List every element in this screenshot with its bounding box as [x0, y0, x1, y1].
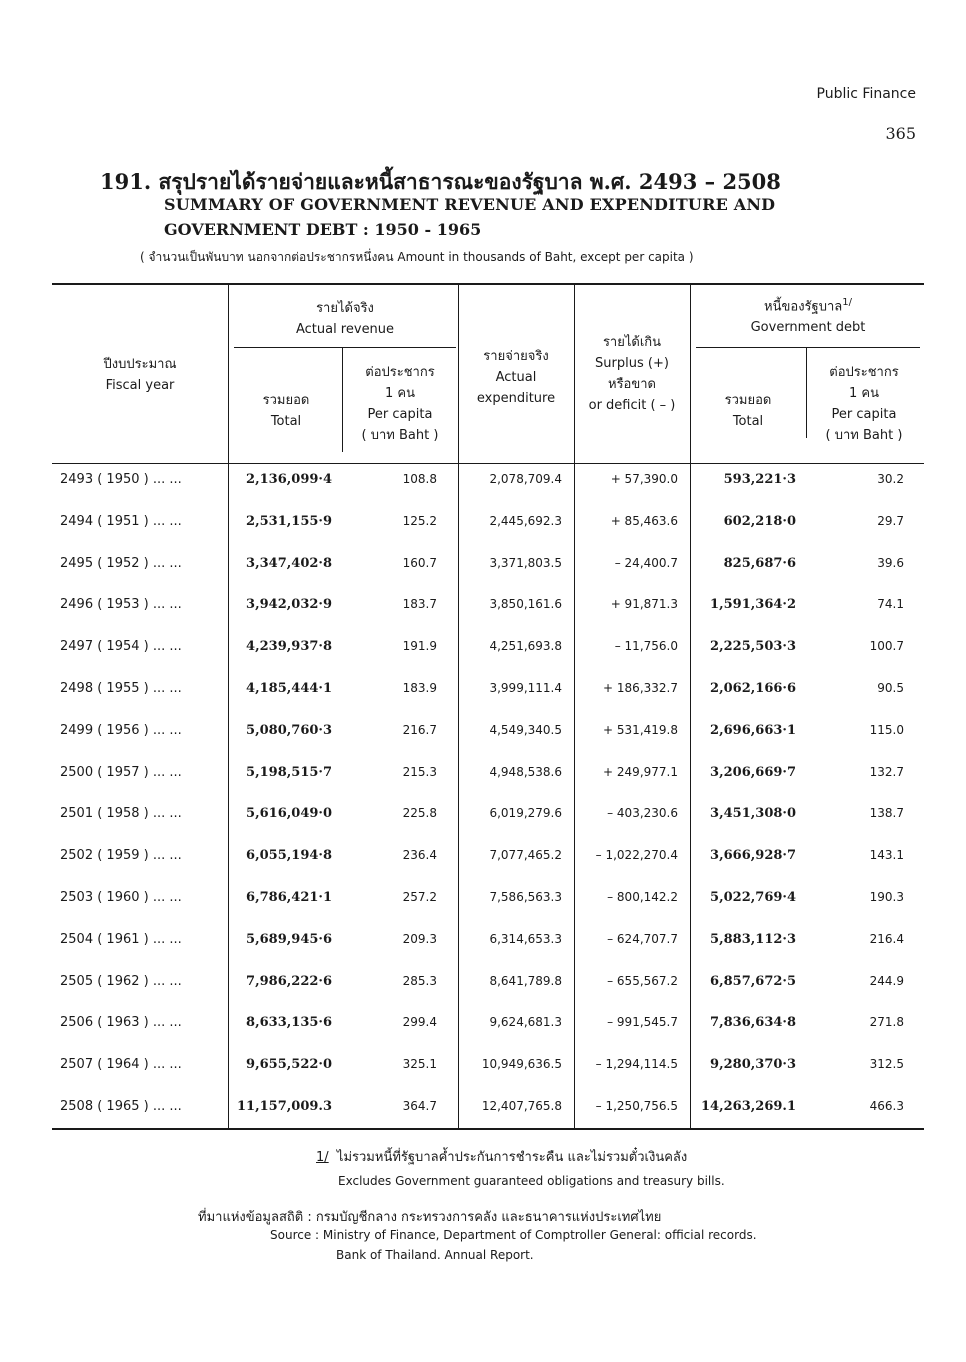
revenue-total-cell: 5,689,945·6: [246, 931, 332, 947]
revenue-total-cell: 3,942,032·9: [246, 597, 332, 613]
surplus-deficit-cell: + 531,419.8: [603, 722, 678, 737]
deficit-header-thai: หรือขาด: [608, 377, 656, 392]
debt-total-cell: 1,591,364·2: [710, 597, 796, 613]
debt-total-cell: 2,062,166·6: [710, 681, 796, 696]
fiscal-year-cell: 2508 ( 1965 ) ... ...: [60, 1099, 182, 1114]
expenditure-cell: 12,407,765.8: [481, 1099, 562, 1113]
debt-per-capita-cell: 244.9: [869, 973, 904, 988]
fiscal-year-cell: 2493 ( 1950 ) ... ...: [60, 472, 182, 487]
fiscal-year-cell: 2495 ( 1952 ) ... ...: [60, 555, 182, 571]
debt-per-capita-cell: 115.0: [869, 722, 904, 737]
debt-header: [696, 292, 920, 338]
debt-per-capita-cell: 90.5: [877, 681, 904, 695]
fiscal-year-cell: 2496 ( 1953 ) ... ...: [60, 597, 182, 613]
revenue-per-capita-cell: 191.9: [402, 639, 437, 654]
debt-per-capita-cell: 312.5: [869, 1057, 904, 1072]
table-title-english-line1: SUMMARY OF GOVERNMENT REVENUE AND EXPENDITURE AND: [164, 195, 776, 214]
revenue-header-english: Actual revenue: [295, 322, 395, 337]
surplus-header-thai: รายได้เกิน: [602, 335, 662, 350]
fiscal-year-cell: 2507 ( 1964 ) ... ...: [60, 1057, 182, 1073]
revenue-per-capita-cell: 236.4: [402, 848, 437, 863]
debt-header-english: Government debt: [750, 320, 866, 336]
revenue-per-capita-cell: 209.3: [402, 931, 437, 946]
revenue-header: [234, 298, 456, 340]
surplus-deficit-cell: – 403,230.6: [607, 806, 678, 821]
revenue-total-cell: 6,786,421·1: [246, 890, 332, 905]
column-divider: [806, 348, 807, 438]
fiscal-year-cell: 2503 ( 1960 ) ... ...: [60, 890, 182, 905]
revenue-per-capita-cell: 325.1: [402, 1057, 437, 1072]
expenditure-cell: 2,445,692.3: [489, 513, 562, 528]
surplus-deficit-cell: – 1,250,756.5: [595, 1099, 678, 1113]
surplus-deficit-cell: – 800,142.2: [607, 890, 678, 904]
source-english-line2: Bank of Thailand. Annual Report.: [336, 1248, 534, 1262]
revenue-per-capita-cell: 225.8: [402, 806, 437, 821]
revenue-total-cell: 4,185,444·1: [246, 681, 332, 696]
fiscal-year-cell: 2500 ( 1957 ) ... ...: [60, 764, 182, 780]
expenditure-cell: 4,948,538.6: [489, 764, 562, 779]
revenue-per-capita-cell: 364.7: [402, 1099, 437, 1113]
fiscal-year-cell: 2498 ( 1955 ) ... ...: [60, 681, 182, 696]
expenditure-cell: 2,078,709.4: [489, 472, 562, 486]
revenue-total-cell: 2,531,155·9: [246, 513, 332, 529]
debt-per-capita-cell: 29.7: [877, 513, 904, 528]
revenue-total-cell: 9,655,522·0: [246, 1057, 332, 1073]
debt-total-cell: 3,451,308·0: [710, 806, 796, 822]
debt-per-capita-cell: 216.4: [869, 931, 904, 946]
page-number: 365: [885, 124, 916, 143]
table-title-thai: 191. สรุปรายได้รายจ่ายและหนี้สาธารณะของรัฐบาล พ.ศ. 2493 – 2508: [100, 169, 781, 194]
debt-total-cell: 593,221·3: [723, 472, 796, 487]
revenue-per-capita-cell: 216.7: [402, 722, 437, 737]
debt-per-capita-cell: 74.1: [877, 597, 904, 612]
debt-per-capita-cell: 271.8: [869, 1015, 904, 1030]
surplus-header-english: Surplus (+): [595, 356, 669, 371]
surplus-deficit-cell: + 85,463.6: [610, 513, 678, 528]
surplus-deficit-cell: – 1,294,114.5: [595, 1057, 678, 1072]
surplus-deficit-cell: + 57,390.0: [610, 472, 678, 486]
debt-per-capita-header-one: 1 คน: [849, 386, 879, 401]
expenditure-cell: 7,077,465.2: [489, 848, 562, 863]
debt-total-cell: 14,263,269.1: [701, 1099, 796, 1114]
source-thai: ที่มาแห่งข้อมูลสถิติ : กรมบัญชีกลาง กระทรวงการคลัง และธนาคารแห่งประเทศไทย: [198, 1210, 662, 1225]
revenue-total-cell: 2,136,099·4: [246, 472, 332, 487]
fiscal-year-cell: 2504 ( 1961 ) ... ...: [60, 931, 182, 947]
footnote-thai: [316, 1146, 687, 1167]
fiscal-year-cell: 2494 ( 1951 ) ... ...: [60, 513, 182, 529]
revenue-per-capita-cell: 183.9: [402, 681, 437, 695]
fiscal-year-cell: 2501 ( 1958 ) ... ...: [60, 806, 182, 822]
revenue-header-thai: รายได้จริง: [316, 301, 374, 316]
fiscal-year-cell: 2499 ( 1956 ) ... ...: [60, 722, 182, 738]
surplus-deficit-cell: + 186,332.7: [603, 681, 678, 695]
debt-per-capita-cell: 190.3: [869, 890, 904, 904]
surplus-deficit-cell: – 24,400.7: [614, 555, 678, 570]
debt-total-cell: 5,883,112·3: [710, 931, 796, 947]
revenue-total-cell: 3,347,402·8: [246, 555, 332, 571]
debt-per-capita-cell: 466.3: [869, 1099, 904, 1113]
surplus-deficit-cell: + 91,871.3: [610, 597, 678, 612]
expenditure-header-english-2: expenditure: [476, 391, 556, 406]
debt-per-capita-cell: 132.7: [869, 764, 904, 779]
revenue-total-cell: 4,239,937·8: [246, 639, 332, 655]
section-label: Public Finance: [816, 86, 916, 102]
surplus-deficit-cell: – 11,756.0: [614, 639, 678, 654]
expenditure-cell: 6,314,653.3: [489, 931, 562, 946]
fiscal-year-cell: 2506 ( 1963 ) ... ...: [60, 1015, 182, 1031]
column-divider: [458, 284, 459, 1129]
table-bottom-rule: [52, 1128, 924, 1130]
expenditure-cell: 3,999,111.4: [489, 681, 562, 695]
fiscal-year-cell: 2497 ( 1954 ) ... ...: [60, 639, 182, 655]
deficit-header-english: or deficit ( – ): [588, 398, 676, 413]
debt-total-cell: 602,218·0: [723, 513, 796, 529]
expenditure-header-english-1: Actual: [495, 370, 537, 385]
revenue-subheader-rule: [234, 347, 456, 348]
column-divider: [342, 348, 343, 452]
revenue-per-capita-cell: 125.2: [402, 513, 437, 528]
expenditure-cell: 7,586,563.3: [489, 890, 562, 904]
revenue-per-capita-cell: 183.7: [402, 597, 437, 612]
debt-total-cell: 9,280,370·3: [710, 1057, 796, 1073]
revenue-total-cell: 6,055,194·8: [246, 848, 332, 864]
per-capita-header-one: 1 คน: [385, 386, 415, 401]
expenditure-cell: 3,850,161.6: [489, 597, 562, 612]
expenditure-cell: 4,549,340.5: [489, 722, 562, 737]
debt-subheader-rule: [696, 347, 920, 348]
debt-per-capita-cell: 100.7: [869, 639, 904, 654]
revenue-per-capita-cell: 257.2: [402, 890, 437, 904]
expenditure-cell: 6,019,279.6: [489, 806, 562, 821]
revenue-per-capita-cell: 108.8: [402, 472, 437, 486]
per-capita-header-thai: ต่อประชากร: [365, 365, 435, 380]
revenue-per-capita-header: [344, 362, 456, 446]
revenue-total-cell: 11,157,009.3: [237, 1099, 332, 1114]
revenue-total-cell: 5,080,760·3: [246, 722, 332, 738]
debt-per-capita-cell: 138.7: [869, 806, 904, 821]
debt-total-cell: 3,206,669·7: [710, 764, 796, 780]
debt-per-capita-header-english: Per capita: [831, 407, 897, 422]
footnote-english: Excludes Government guaranteed obligations and treasury bills.: [338, 1174, 725, 1188]
expenditure-cell: 10,949,636.5: [481, 1057, 562, 1072]
debt-total-cell: 7,836,634·8: [710, 1015, 796, 1031]
expenditure-header-thai: รายจ่ายจริง: [483, 349, 549, 364]
debt-per-capita-cell: 143.1: [869, 848, 904, 863]
table-top-rule: [52, 283, 924, 285]
expenditure-header: [460, 346, 572, 409]
debt-per-capita-header: [808, 362, 920, 446]
debt-total-cell: 2,225,503·3: [710, 639, 796, 655]
surplus-header: [576, 332, 688, 416]
source-english-line1: Source : Ministry of Finance, Department of Comptroller General: official records.: [270, 1228, 757, 1242]
surplus-deficit-cell: – 1,022,270.4: [595, 848, 678, 863]
revenue-per-capita-cell: 160.7: [402, 555, 437, 570]
debt-total-cell: 2,696,663·1: [710, 722, 796, 738]
fiscal-year-header: [60, 354, 220, 396]
fiscal-year-header-english: Fiscal year: [105, 378, 175, 393]
surplus-deficit-cell: – 655,567.2: [607, 973, 678, 988]
header-bottom-rule: [52, 463, 924, 464]
debt-total-cell: 3,666,928·7: [710, 848, 796, 864]
footnote-mark: 1/: [316, 1150, 329, 1165]
column-divider: [574, 284, 575, 1129]
revenue-total-header: [232, 390, 340, 432]
debt-per-capita-header-unit: ( บาท Baht ): [825, 428, 903, 443]
revenue-total-header-english: Total: [270, 414, 302, 429]
expenditure-cell: 9,624,681.3: [489, 1015, 562, 1030]
column-divider: [228, 284, 229, 1129]
revenue-total-cell: 7,986,222·6: [246, 973, 332, 989]
debt-total-header-english: Total: [732, 414, 764, 429]
debt-footnote-mark: 1/: [842, 297, 852, 308]
table-title-english-line2: GOVERNMENT DEBT : 1950 - 1965: [164, 220, 482, 239]
debt-total-header-thai: รวมยอด: [724, 393, 772, 408]
revenue-per-capita-cell: 299.4: [402, 1015, 437, 1030]
debt-per-capita-cell: 39.6: [877, 555, 904, 570]
amount-note: ( จำนวนเป็นพันบาท นอกจากต่อประชากรหนึ่งคน Amount in thousands of Baht, except per capita ): [140, 250, 694, 264]
fiscal-year-cell: 2505 ( 1962 ) ... ...: [60, 973, 182, 989]
surplus-deficit-cell: – 624,707.7: [607, 931, 678, 946]
revenue-total-cell: 5,198,515·7: [246, 764, 332, 780]
debt-total-header: [694, 390, 802, 432]
expenditure-cell: 8,641,789.8: [489, 973, 562, 988]
revenue-per-capita-cell: 215.3: [402, 764, 437, 779]
debt-total-cell: 6,857,672·5: [710, 973, 796, 989]
revenue-total-cell: 8,633,135·6: [246, 1015, 332, 1031]
per-capita-header-unit: ( บาท Baht ): [361, 428, 439, 443]
revenue-total-header-thai: รวมยอด: [262, 393, 310, 408]
fiscal-year-header-thai: ปีงบประมาณ: [103, 357, 177, 372]
surplus-deficit-cell: + 249,977.1: [603, 764, 678, 779]
revenue-per-capita-cell: 285.3: [402, 973, 437, 988]
fiscal-year-cell: 2502 ( 1959 ) ... ...: [60, 848, 182, 864]
expenditure-cell: 3,371,803.5: [489, 555, 562, 570]
debt-per-capita-cell: 30.2: [877, 472, 904, 486]
surplus-deficit-cell: – 991,545.7: [607, 1015, 678, 1030]
debt-total-cell: 825,687·6: [723, 555, 796, 571]
debt-total-cell: 5,022,769·4: [710, 890, 796, 905]
column-divider: [690, 284, 691, 1129]
debt-per-capita-header-thai: ต่อประชากร: [829, 365, 899, 380]
expenditure-cell: 4,251,693.8: [489, 639, 562, 654]
debt-header-thai: หนี้ของรัฐบาล: [764, 299, 843, 315]
footnote-thai-text: ไม่รวมหนี้ที่รัฐบาลค้ำประกันการชำระคืน และไม่รวมตั๋วเงินคลัง: [336, 1150, 688, 1165]
revenue-total-cell: 5,616,049·0: [246, 806, 332, 822]
per-capita-header-english: Per capita: [367, 407, 433, 422]
